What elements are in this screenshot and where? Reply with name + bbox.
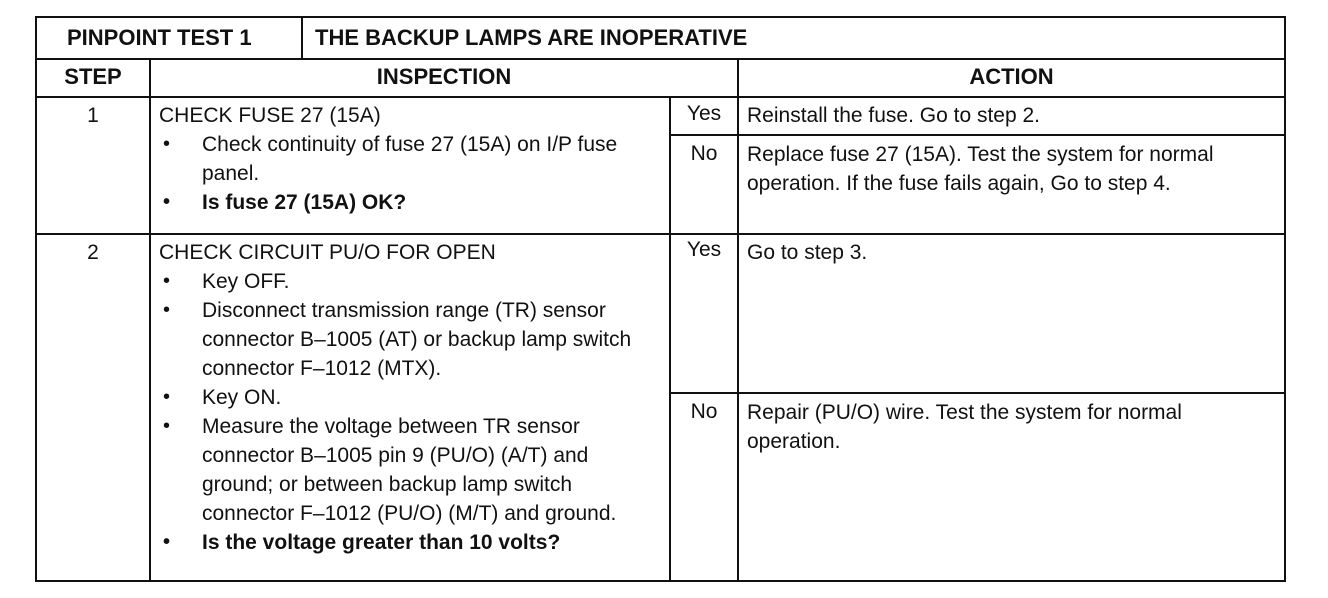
step-2-inspection	[159, 238, 663, 557]
step-2-bullets	[159, 267, 663, 557]
step-1-yes-label: Yes	[686, 102, 722, 125]
step-1-no-label: No	[690, 142, 718, 165]
step-2-number: 2	[87, 241, 99, 264]
step-2-no-label: No	[690, 400, 718, 423]
step-2-no-action: Repair (PU/O) wire. Test the system for normal operation.	[747, 401, 1182, 453]
step-2-bullet-3: • Key ON.	[159, 383, 663, 412]
step-2-bullet-4: • Measure the voltage between TR sensor connector B–1005 pin 9 (PU/O) (A/T) and ground; or between backup lamp switch connector F–1012 (PU/O) (M/T) and ground.	[159, 412, 663, 528]
step-2-yes-label: Yes	[686, 238, 722, 261]
action-column-header: ACTION	[969, 64, 1054, 89]
inspection-column-header: INSPECTION	[376, 64, 512, 89]
test-title: THE BACKUP LAMPS ARE INOPERATIVE	[315, 25, 748, 50]
step-1-heading: CHECK FUSE 27 (15A)	[159, 104, 381, 127]
step-1-number: 1	[87, 104, 99, 127]
step-1-bullet-2: • Is fuse 27 (15A) OK?	[159, 188, 663, 217]
step-1-bullets	[159, 130, 663, 217]
step-2-bullet-2: • Disconnect transmission range (TR) sensor connector B–1005 (AT) or backup lamp switch connector F–1012 (MTX).	[159, 296, 663, 383]
step-2-bullet-5: • Is the voltage greater than 10 volts?	[159, 528, 663, 557]
step-2-heading: CHECK CIRCUIT PU/O FOR OPEN	[159, 241, 496, 264]
step-column-header: STEP	[64, 64, 122, 89]
pinpoint-test-table	[35, 16, 1286, 582]
step-2-bullet-1: • Key OFF.	[159, 267, 663, 296]
step-1-no-action: Replace fuse 27 (15A). Test the system for normal operation. If the fuse fails again, Go to step 4.	[747, 143, 1214, 195]
step-1-bullet-1: • Check continuity of fuse 27 (15A) on I/P fuse panel.	[159, 130, 663, 188]
step-2-yes-action: Go to step 3.	[747, 241, 868, 264]
test-label: PINPOINT TEST 1	[67, 25, 252, 50]
step-1-inspection	[159, 101, 663, 217]
step-1-yes-action: Reinstall the fuse. Go to step 2.	[747, 104, 1040, 127]
